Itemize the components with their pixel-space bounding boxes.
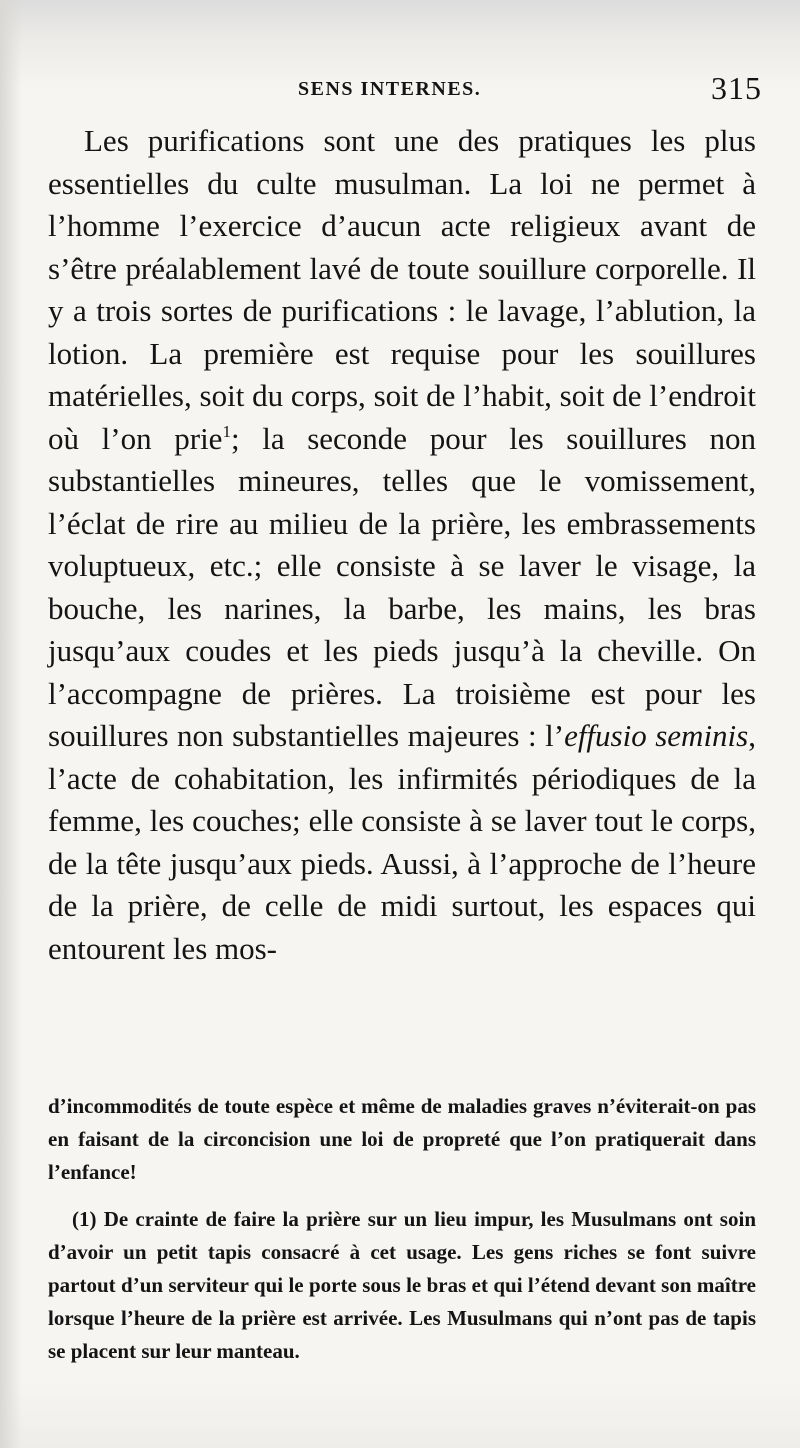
running-header: [48, 70, 762, 110]
main-paragraph: [48, 120, 756, 970]
paragraph-text-part-2: ; la seconde pour les souillures non substantielles mineures, telles que le vomissement, l’éclat de rire au milieu de la prière, les embrassements voluptueux, etc.; elle consiste à se laver le visage, la bouche, les narines, la barbe, les mains, les bras jusqu’aux coudes et les pieds jusqu’à la cheville. On l’accompagne de prières. La troisième est pour les souillures non substantielles majeures : l’: [48, 420, 756, 753]
footnote-reference: 1: [222, 421, 231, 441]
paragraph-text-part-1: Les purifications sont une des pratiques les plus essentielles du culte musulman. La loi ne permet à l’homme l’exercice d’aucun acte religieux avant de s’être préalablement lavé de toute souillure corporelle. Il y a trois sortes de purifications : le lavage, l’ablution, la lotion. La première est requise pour les souillures matérielles, soit du corps, soit de l’habit, soit de l’endroit où l’on prie: [48, 123, 756, 456]
running-title: SENS INTERNES.: [298, 78, 482, 100]
footnote-1: (1) De crainte de faire la prière sur un lieu impur, les Musulmans ont soin d’avoir un petit tapis consacré à cet usage. Les gens riches se font suivre partout d’un serviteur qui le porte sous le bras et qui l’étend devant son maître lorsque l’heure de la prière est arrivée. Les Musulmans qui n’ont pas de tapis se placent sur leur manteau.: [48, 1207, 756, 1363]
continued-note: d’incommodités de toute espèce et même de maladies graves n’éviterait-on pas en faisant de la circoncision une loi de propreté que l’on pratiquerait dans l’enfance!: [48, 1094, 756, 1184]
page-number: 315: [711, 70, 762, 106]
paragraph-text-part-3: , l’acte de cohabitation, les infirmités périodiques de la femme, les couches; elle consiste à se laver tout le corps, de la tête jusqu’aux pieds. Aussi, à l’approche de l’heure de la prière, de celle de midi surtout, les espaces qui entourent les mos-: [48, 718, 756, 966]
latin-term: effusio seminis: [564, 718, 749, 753]
